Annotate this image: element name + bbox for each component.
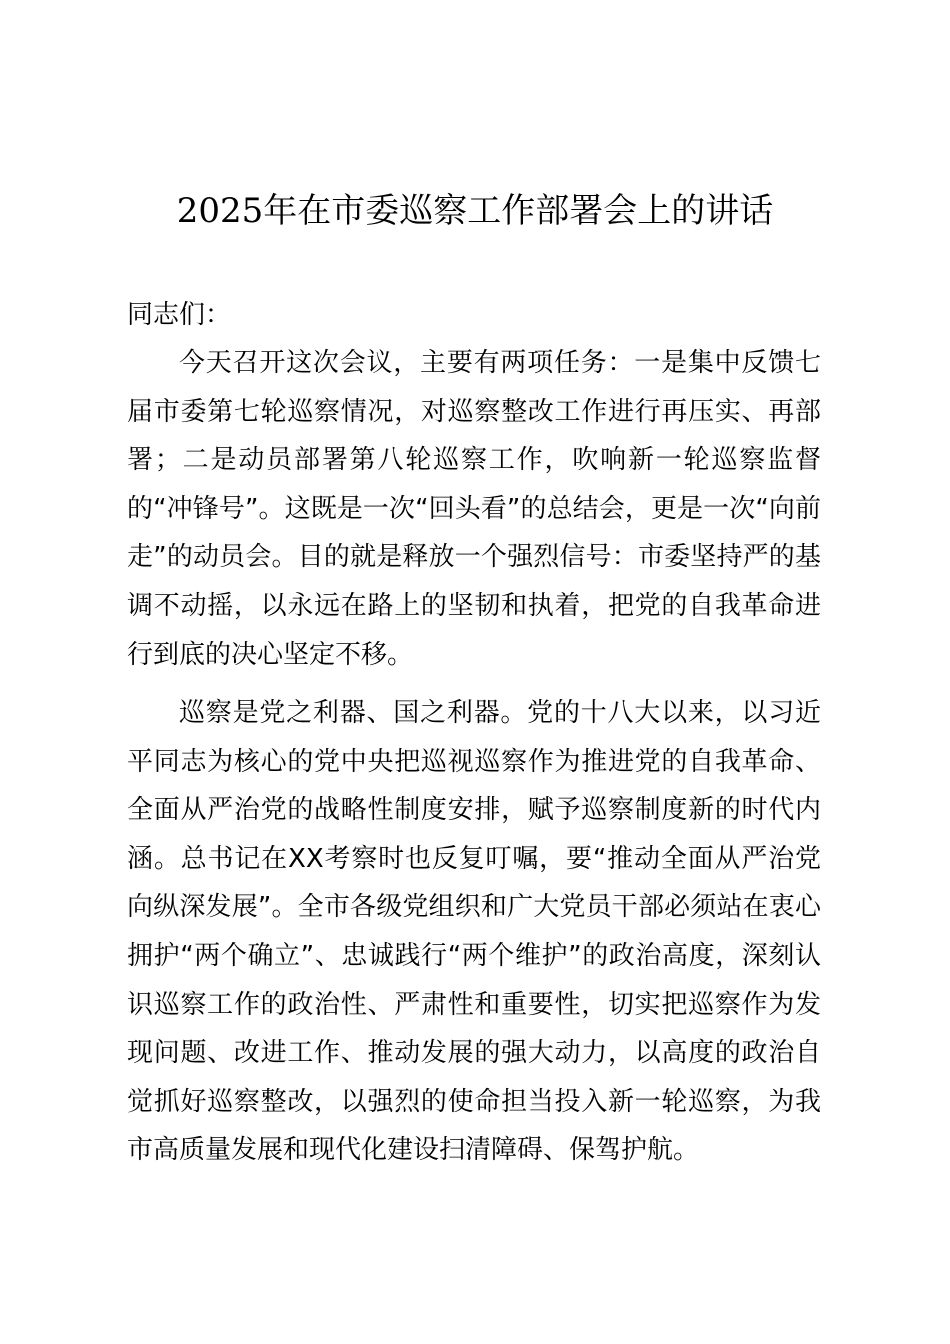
- document-title: 2025年在市委巡察工作部署会上的讲话: [176, 191, 774, 231]
- paragraph-2: 巡察是党之利器、国之利器。党的十八大以来，以习近平同志为核心的党中央把巡视巡察作为推进党的自我革命、全面从严治党的战略性制度安排，赋予巡察制度新的时代内涵。总书记在XX考察时也反复叮嘱，要“推动全面从严治党向纵深发展”。全市各级党组织和广大党员干部必须站在衷心拥护“两个确立”、忠诚践行“两个维护”的政治高度，深刻认识巡察工作的政治性、严肃性和重要性，切实把巡察作为发现问题、改进工作、推动发展的强大动力，以高度的政治自觉抓好巡察整改，以强烈的使命担当投入新一轮巡察，为我市高质量发展和现代化建设扫清障碍、保驾护航。: [127, 698, 821, 1166]
- salutation: 同志们：: [127, 300, 232, 330]
- paragraph-1: 今天召开这次会议，主要有两项任务：一是集中反馈七届市委第七轮巡察情况，对巡察整改工作进行再压实、再部署；二是动员部署第八轮巡察工作，吹响新一轮巡察监督的“冲锋号”。这既是一次“回头看”的总结会，更是一次“向前走”的动员会。目的就是释放一个强烈信号：市委坚持严的基调不动摇，以永远在路上的坚韧和执着，把党的自我革命进行到底的决心坚定不移。: [127, 348, 821, 670]
